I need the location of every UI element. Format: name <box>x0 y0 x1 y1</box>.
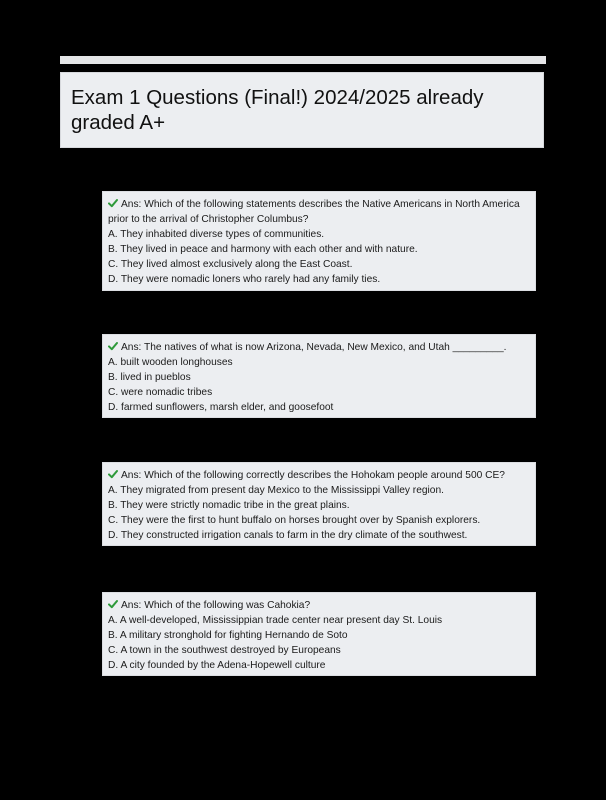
page-title: Exam 1 Questions (Final!) 2024/2025 already graded A+ <box>71 86 484 134</box>
question-block-4 <box>102 592 536 676</box>
option-d: D. farmed sunflowers, marsh elder, and goosefoot <box>108 402 334 413</box>
check-icon <box>108 469 118 479</box>
question-block-2 <box>102 334 536 418</box>
question-stem <box>108 468 531 483</box>
option-b: B. They lived in peace and harmony with each other and with nature. <box>108 244 418 255</box>
top-divider <box>60 56 546 64</box>
question-stem-text: Ans: The natives of what is now Arizona, Nevada, New Mexico, and Utah _________. <box>121 342 507 353</box>
option-d: D. They were nomadic loners who rarely had any family ties. <box>108 274 381 285</box>
question-stem <box>108 197 531 227</box>
question-stem <box>108 598 531 613</box>
title-box <box>60 72 544 148</box>
question-stem <box>108 340 531 355</box>
option-b: B. lived in pueblos <box>108 372 191 383</box>
check-icon <box>108 341 118 351</box>
check-icon <box>108 198 118 208</box>
question-block-1 <box>102 191 536 291</box>
question-stem-text: Ans: Which of the following was Cahokia? <box>121 600 311 611</box>
option-b: B. They were strictly nomadic tribe in the great plains. <box>108 500 350 511</box>
check-icon <box>108 599 118 609</box>
option-c: C. were nomadic tribes <box>108 387 213 398</box>
option-a: A. They inhabited diverse types of communities. <box>108 229 325 240</box>
option-a: A. A well-developed, Mississippian trade center near present day St. Louis <box>108 615 443 626</box>
option-d: D. A city founded by the Adena-Hopewell culture <box>108 660 326 671</box>
option-c: C. A town in the southwest destroyed by Europeans <box>108 645 341 656</box>
option-a: A. built wooden longhouses <box>108 357 233 368</box>
option-b: B. A military stronghold for fighting Hernando de Soto <box>108 630 348 641</box>
option-c: C. They were the first to hunt buffalo on horses brought over by Spanish explorers. <box>108 515 481 526</box>
option-a: A. They migrated from present day Mexico to the Mississippi Valley region. <box>108 485 444 496</box>
option-c: C. They lived almost exclusively along the East Coast. <box>108 259 353 270</box>
option-d: D. They constructed irrigation canals to farm in the dry climate of the southwest. <box>108 530 468 541</box>
footer-page-number <box>496 766 552 776</box>
question-stem-text: Ans: Which of the following correctly describes the Hohokam people around 500 CE? <box>121 470 505 481</box>
question-stem-text: Ans: Which of the following statements describes the Native Americans in North America prior to the arrival of Christopher Columbus? <box>108 199 520 225</box>
footer-watermark-left <box>56 766 122 776</box>
question-block-3 <box>102 462 536 546</box>
